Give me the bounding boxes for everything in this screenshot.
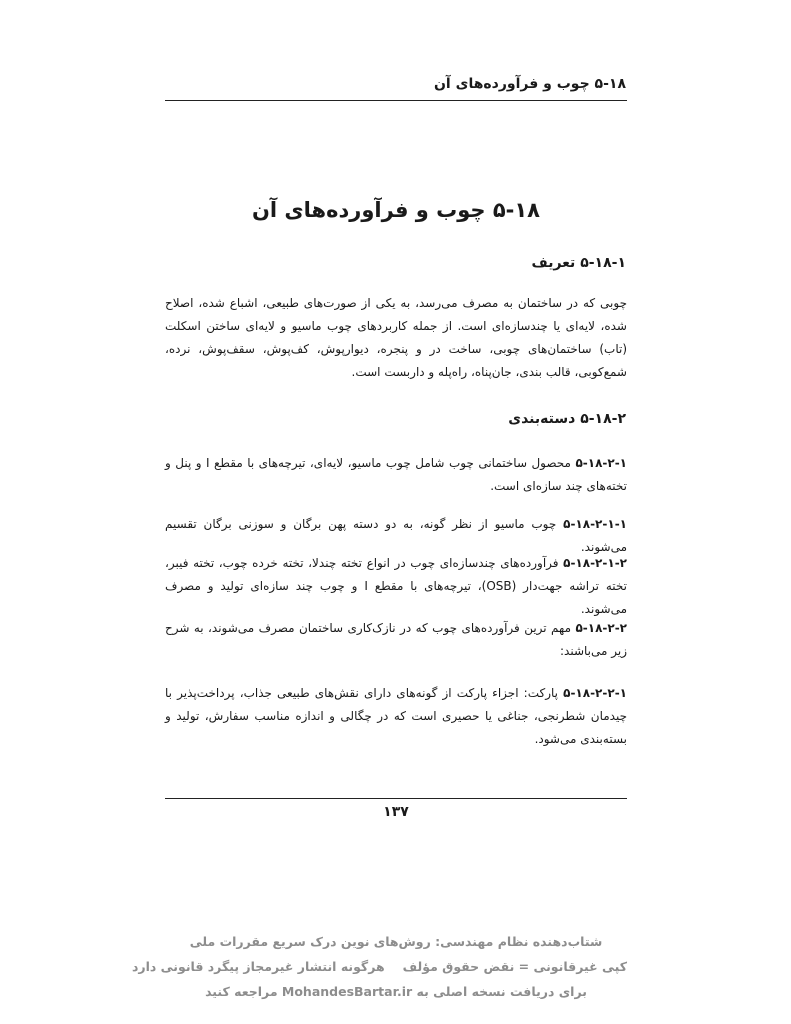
item-text: چوب ماسیو از نظر گونه، به دو دسته پهن برگان و سوزنی برگان تقسیم می‌شوند.: [165, 517, 627, 554]
item-text: پارکت: اجزاء پارکت از گونه‌های دارای نقش‌های طبیعی جذاب، پرداخت‌پذیر با چیدمان شطرنجی، جناغی یا حصیری است که در چگالی و اندازه مناسب سفارش، تولید و بسته‌بندی می‌شود.: [165, 686, 627, 746]
item-number: ۵-۱۸-۲-۲-۱: [563, 686, 627, 700]
item-number: ۵-۱۸-۲-۱: [575, 456, 627, 470]
item-number: ۵-۱۸-۲-۲: [575, 621, 627, 635]
item-number: ۵-۱۸-۲-۱-۱: [563, 517, 627, 531]
page-number: ۱۳۷: [383, 804, 409, 820]
paragraph-item: [165, 452, 627, 498]
item-text: مهم ترین فرآورده‌های چوب که در نازک‌کاری ساختمان مصرف می‌شوند، به شرح زیر می‌باشند:: [165, 621, 627, 658]
paragraph-item: [165, 617, 627, 663]
watermark-line: برای دریافت نسخه اصلی به MohandesBartar.ir مراجعه کنید: [205, 984, 587, 999]
chapter-title: ۵-۱۸ چوب و فرآورده‌های آن: [251, 198, 540, 222]
section-heading-definition: ۵-۱۸-۱ تعریف: [531, 255, 626, 271]
watermark-copyright: کپی غیرقانونی = نقض حقوق مؤلف: [402, 959, 627, 974]
watermark-legal: هرگونه انتشار غیرمجاز پیگرد قانونی دارد: [132, 959, 385, 974]
paragraph-item: [165, 682, 627, 751]
item-text: فرآورده‌های چندسازه‌ای چوب در انواع تخته چندلا، تخته خرده چوب، تخته فیبر، تخته تراشه جهت‌دار (OSB)، تیرچه‌های با مقطع I و چوب چند سازه‌ای تولید و مصرف می‌شوند.: [165, 556, 627, 616]
paragraph-item: [165, 552, 627, 621]
header-rule: [165, 100, 627, 101]
section-heading-classification: ۵-۱۸-۲ دسته‌بندی: [508, 411, 626, 427]
item-text: محصول ساختمانی چوب شامل چوب ماسیو، لایه‌ای، تیرچه‌های با مقطع I و پنل و تخته‌های چند سازه‌ای است.: [165, 456, 627, 493]
watermark-line: شتاب‌دهنده نظام مهندسی: روش‌های نوین درک سریع مقررات ملی: [189, 934, 603, 949]
running-head: ۵-۱۸ چوب و فرآورده‌های آن: [433, 76, 626, 92]
paragraph-definition: چوبی که در ساختمان به مصرف می‌رسد، به یکی از صورت‌های طبیعی، اشباع شده، اصلاح شده، لایه‌ای یا چندسازه‌ای است. از جمله کاربردهای چوب ماسیو و لایه‌ای ساختن اسکلت (تاب) ساختمان‌های چوبی، ساخت در و پنجره، دیوارپوش، کف‌پوش، سقف‌پوش، نرده، شمع‌کوبی، قالب بندی، جان‌پناه، راه‌پله و داربست است.: [165, 296, 627, 379]
item-number: ۵-۱۸-۲-۱-۲: [563, 556, 627, 570]
watermark-line: [132, 959, 627, 974]
footer-rule: [165, 798, 627, 799]
